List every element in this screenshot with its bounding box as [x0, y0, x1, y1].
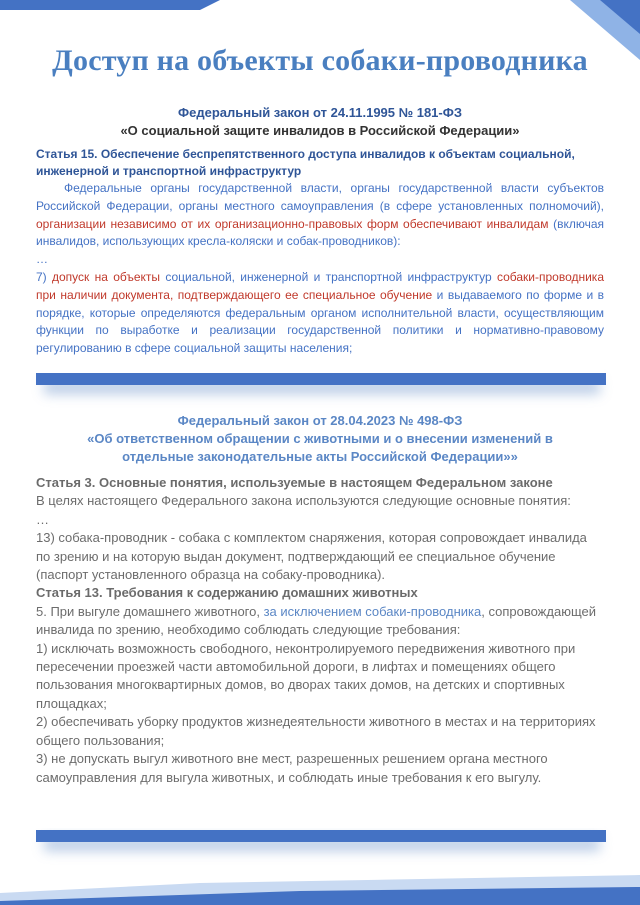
law-498-item-1: 1) исключать возможность свободного, неконтролируемого передвижения животного при пересечении проезжей части автомобильной дороги, в лифтах и помещениях общего пользования многоквартирных домов, во дворах таких домов, на детских и спортивных площадках;	[36, 640, 576, 711]
section-divider-bar	[36, 830, 606, 842]
law-498-article-3: Статья 3. Основные понятия, используемые в настоящем Федеральном законе	[36, 475, 553, 490]
law-498-section	[36, 412, 604, 828]
text-span: Федеральные органы государственной власти, органы государственной власти субъектов Российской Федерации, органы местного самоуправления (в сфере установленных полномочий),	[36, 181, 604, 213]
law-498-intro: В целях настоящего Федерального закона используются следующие основные понятия:	[36, 493, 571, 509]
ellipsis: …	[36, 252, 48, 267]
law-181-heading-line1: Федеральный закон от 24.11.1995 № 181-ФЗ	[178, 105, 462, 120]
law-498-item-2: 2) обеспечивать уборку продуктов жизнедеятельности животного в местах и на территориях общего пользования;	[36, 714, 596, 748]
law-181-article-15: Статья 15. Обеспечение беспрепятственного доступа инвалидов к объектам социальной, инженерной и транспортной инфраструктур	[36, 147, 575, 178]
law-498-heading-line2: «Об ответственном обращении с животными и о внесении изменений в	[87, 431, 553, 446]
section-divider-bar	[36, 373, 606, 385]
highlight-span: организации независимо от их организационно-правовых форм обеспечивают инвалидам	[36, 216, 549, 231]
highlight-span: за исключением собаки-проводника	[263, 603, 482, 619]
highlight-span: допуск на объекты	[51, 269, 161, 284]
law-498-heading-line1: Федеральный закон от 28.04.2023 № 498-ФЗ	[177, 413, 463, 428]
text-span: социальной, инженерной и транспортной инфраструктур	[160, 269, 497, 284]
law-498-heading-line3: отдельные законодательные акты Российской Федерации»»	[122, 449, 518, 464]
law-181-section	[36, 104, 604, 376]
law-498-item-3: 3) не допускать выгул животного вне мест, разрешенных решением органа местного самоуправления для выгула животных, и соблюдать иные требования к его выгулу.	[36, 751, 548, 785]
highlight-span: собаки-проводника при наличии документа, подтверждающего ее специальное обучение	[36, 269, 604, 302]
law-181-paragraph	[36, 180, 604, 251]
law-181-item-7	[36, 269, 604, 358]
ellipsis: …	[36, 511, 49, 527]
text-span: , сопровождающей инвалида по зрению, необходимо соблюдать следующие требования:	[36, 603, 596, 638]
top-left-decoration	[0, 0, 220, 14]
bottom-decoration	[0, 865, 640, 905]
page-title: Доступ на объекты собаки-проводника	[52, 44, 588, 77]
law-181-heading	[36, 104, 604, 140]
law-498-heading	[36, 412, 604, 466]
text-span: (включая инвалидов, использующих кресла-коляски и собак-проводников):	[36, 216, 604, 249]
law-181-heading-line2: «О социальной защите инвалидов в Российской Федерации»	[120, 123, 520, 138]
text-span: 7)	[36, 269, 52, 284]
text-span: 5. При выгуле домашнего животного,	[36, 603, 264, 619]
law-498-paragraph-5	[36, 603, 604, 640]
law-498-definition-13: 13) собака-проводник - собака с комплектом снаряжения, которая сопровождает инвалида по зрению и на которую выдан документ, подтверждающий ее специальное обучение (паспорт установленного образца на собаку-проводника).	[36, 530, 587, 583]
text-span: и выдаваемого по форме и в порядке, которые определяются федеральным органом исполнительной власти, осуществляющим функции по выработке и реализации государственной политики и нормативно-правовому регулированию в сфере социальной защиты населения;	[36, 287, 605, 356]
law-498-article-13: Статья 13. Требования к содержанию домашних животных	[36, 585, 418, 601]
